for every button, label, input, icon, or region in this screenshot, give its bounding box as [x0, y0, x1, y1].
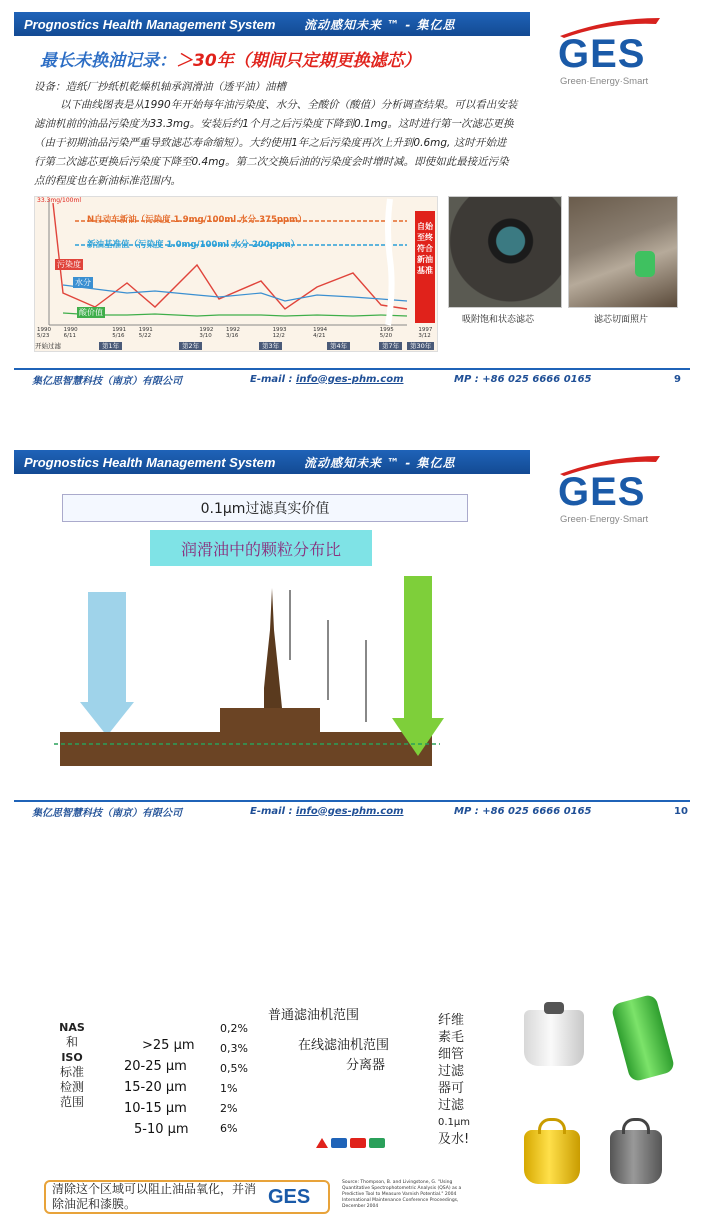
year-label: 第1年	[99, 342, 122, 350]
chart-dates	[37, 327, 437, 339]
logo-tagline: Green·Energy·Smart	[560, 76, 649, 87]
footer	[14, 800, 690, 820]
nas-text: 检测	[59, 1080, 84, 1094]
source-note: Source: Thompson, B. and Livingstone, G. "Using Quantitative Spectrophotometric Analysis (QSA) as a Predictive Tool to Measure Varnish Potential." 2004 International Maintenance Conference Proceedings, December 2004	[342, 1180, 462, 1209]
size-label: 5-10 μm	[134, 1122, 189, 1137]
page-number: 10	[674, 805, 688, 817]
percent-label: 0,3%	[220, 1042, 248, 1055]
date-label: 1992 3/10	[199, 327, 214, 339]
date-label: 1992 3/16	[225, 327, 240, 339]
footer-phone: MP : +86 025 6666 0165	[454, 805, 592, 817]
ges-logo	[556, 452, 666, 532]
slogan: 流动感知未来 ™ - 集亿思	[304, 17, 456, 32]
date-label: 1990 5/23	[37, 327, 51, 339]
percent-label: 2%	[220, 1102, 238, 1115]
year-label: 第30年	[407, 342, 434, 350]
fiber-text: 0.1μm	[438, 1117, 471, 1128]
slide-title	[40, 46, 421, 71]
size-label: 20-25 μm	[124, 1059, 187, 1074]
nas-text: ISO	[61, 1051, 83, 1064]
fiber-text: 纤维	[438, 1013, 465, 1028]
title-part-b: ＞30年（期间只定期更换滤芯）	[176, 51, 421, 71]
slogan: 流动感知未来 ™ - 集亿思	[304, 455, 456, 470]
size-label: 10-15 μm	[124, 1101, 187, 1116]
chart-top-label: 33.3mg/100ml	[37, 197, 81, 204]
footer-email: E-mail : info@ges-phm.com	[250, 373, 404, 385]
legend-acid: 酸价值	[79, 308, 103, 317]
footer-company: 集亿思智慧科技（南京）有限公司	[32, 807, 182, 819]
nas-text: 范围	[59, 1095, 84, 1109]
percent-label: 6%	[220, 1122, 238, 1135]
legend-pollution: 污染度	[57, 260, 81, 269]
footer-email: E-mail : info@ges-phm.com	[250, 805, 404, 817]
brand-mark-icon	[350, 1138, 366, 1148]
date-label: 1990 6/11	[63, 327, 78, 339]
title-part-a: 最长未换油记录：	[40, 51, 176, 71]
size-label: 1-5 μm	[134, 1140, 181, 1155]
green-cap-icon	[635, 251, 655, 277]
size-label: 0-1 μm	[134, 1158, 181, 1173]
year-label: 第4年	[327, 342, 350, 350]
year-label: 开始过滤	[35, 342, 61, 350]
para-line-4: 行第二次滤芯更换后污染度下降至0.4mg。第二次交换后油的污染度会时增时减。即使如此最接近污染	[34, 156, 509, 168]
percent-label: 70%	[212, 1156, 246, 1174]
brand-marks	[316, 1138, 385, 1148]
footer-company: 集亿思智慧科技（南京）有限公司	[32, 375, 182, 387]
weight-note: OF PARTICLES BY WEIGHT	[254, 1162, 345, 1170]
new-oil-std-label: 新油基准值（污染度 1.0mg/100ml 水分 200ppm）	[87, 240, 300, 250]
page-number: 9	[674, 373, 681, 385]
right-note: 自始至终符合新油基准	[417, 222, 433, 275]
fiber-text: 器可	[438, 1081, 465, 1096]
slide-10	[0, 428, 704, 1211]
nas-text: 标准	[59, 1065, 84, 1079]
logo-text: GES	[558, 32, 646, 76]
fiber-text: 素毛	[438, 1030, 465, 1045]
left-photo-caption: 吸附饱和状态滤芯	[462, 315, 535, 325]
percent-label: 0,5%	[220, 1062, 248, 1075]
para-line-5: 点的程度也在新油标准范围内。	[34, 175, 181, 187]
fiber-text: 细管	[438, 1047, 465, 1062]
year-label: 第2年	[179, 342, 202, 350]
warning-icon	[316, 1138, 328, 1148]
year-label: 第7年	[379, 342, 402, 350]
para-line-3: （由于初期油品污染严重导致滤芯寿命缩短）。大约使用1年之后污染度再次上升到0.6mg, 这时开始进	[34, 137, 507, 149]
fiber-text: 及水!	[438, 1132, 470, 1147]
date-label: 1991 5/16	[112, 327, 127, 339]
filter-section-photo	[568, 196, 678, 308]
gray-filter-image	[610, 1118, 662, 1184]
header-bar	[14, 12, 530, 36]
footer-phone: MP : +86 025 6666 0165	[454, 373, 592, 385]
email-link[interactable]: info@ges-phm.com	[295, 373, 404, 385]
header-bar	[14, 450, 530, 474]
date-label: 1997 3/12	[418, 327, 433, 339]
para-line-1: 以下曲线图表是从1990年开始每年油污染度、水分、全酸价（酸值）分析调查结果。可以看出安装	[60, 99, 518, 111]
range-online: 在线滤油机范围	[298, 1038, 390, 1053]
legend-water: 水分	[75, 278, 91, 287]
right-photo-caption: 滤芯切面照片	[594, 315, 649, 325]
white-filter-image	[524, 1002, 584, 1066]
email-link[interactable]: info@ges-phm.com	[295, 805, 404, 817]
brand-mark-icon	[369, 1138, 385, 1148]
size-label: 15-20 μm	[124, 1080, 187, 1095]
nas-iso-label	[52, 1020, 92, 1110]
note-box	[44, 1180, 330, 1214]
slide-subtitle: 润滑油中的颗粒分布比	[150, 530, 372, 566]
slide-9	[0, 0, 704, 400]
fiber-filter-label	[438, 1012, 472, 1148]
footer	[14, 368, 690, 388]
logo-text: GES	[558, 470, 646, 514]
system-name: Prognostics Health Management System	[24, 16, 276, 32]
range-normal: 普通滤油机范围	[268, 1008, 360, 1023]
separator-label: 分离器	[346, 1058, 386, 1073]
pollution-chart	[34, 196, 438, 352]
slide-title: 0.1μm过滤真实价值	[62, 494, 468, 522]
new-oil-n-label: N自动车新油（污染度 1.9mg/100ml 水分 375ppm）	[87, 215, 307, 225]
size-label: >25 μm	[142, 1038, 195, 1053]
year-label: 第3年	[259, 342, 282, 350]
brand-mark-icon	[331, 1138, 347, 1148]
para-line-2: 滤油机前的油品污染度为33.3mg。安装后约1个月之后污染度下降到0.1mg。这时进行第一次滤芯更换	[34, 118, 514, 130]
fiber-text: 过滤	[438, 1098, 465, 1113]
date-label: 1994 4/21	[313, 327, 328, 339]
logo-tagline: Green·Energy·Smart	[560, 514, 649, 525]
percent-label: 0,2%	[220, 1022, 248, 1035]
date-label: 1991 5/22	[138, 327, 153, 339]
saturated-filter-photo	[448, 196, 562, 308]
ges-logo	[556, 14, 666, 94]
date-label: 1995 5/20	[379, 327, 394, 339]
yellow-filter-image	[524, 1118, 580, 1184]
note-text: 清除这个区域可以阻止油品氧化，并消除油泥和漆膜。	[52, 1182, 257, 1211]
date-label: 1993 12/2	[272, 327, 287, 339]
device-line: 设备：造纸厂抄纸机乾燥机轴承润滑油（透平油）油槽	[34, 81, 286, 93]
nas-text: NAS	[59, 1021, 85, 1034]
nas-text: 和	[65, 1035, 78, 1049]
system-name: Prognostics Health Management System	[24, 454, 276, 470]
percent-label: 20%	[250, 1138, 284, 1156]
chart-years	[35, 341, 439, 350]
particle-distribution-graphic	[40, 568, 440, 768]
fiber-text: 过滤	[438, 1064, 465, 1079]
percent-label: 1%	[220, 1082, 238, 1095]
note-logo: GES	[268, 1185, 311, 1208]
green-filter-image	[610, 993, 675, 1082]
